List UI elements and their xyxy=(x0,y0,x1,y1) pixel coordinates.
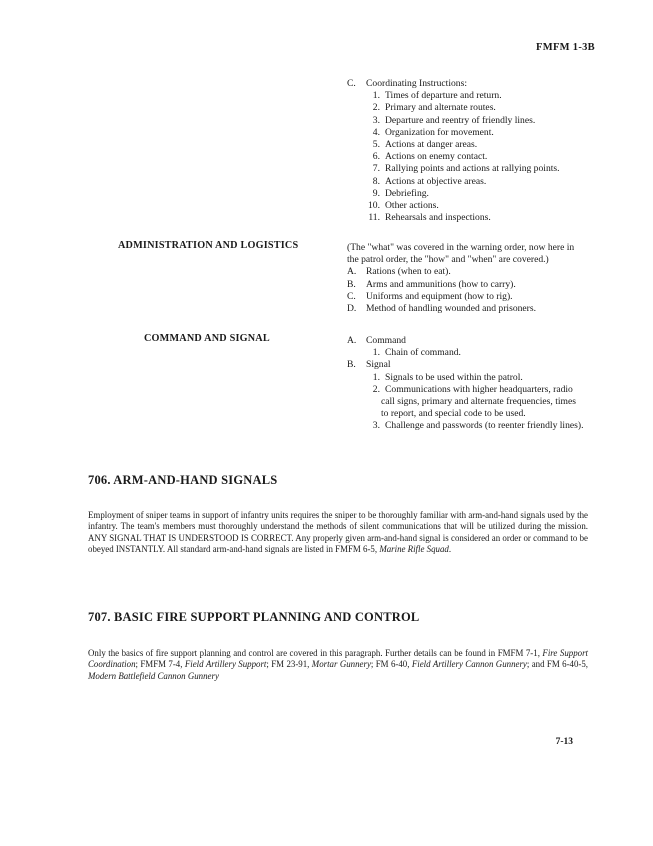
admin-list xyxy=(347,266,574,315)
coordinating-item-text: Debriefing. xyxy=(385,187,429,199)
command-a-list xyxy=(347,347,583,359)
command-a-row xyxy=(347,335,583,347)
coordinating-item xyxy=(347,212,560,224)
signal-item-number: 2. xyxy=(372,383,380,395)
coordinating-item xyxy=(347,127,560,139)
coordinating-item-number: 8. xyxy=(372,175,380,187)
admin-intro-line-2: the patrol order, the "how" and "when" are covered.) xyxy=(347,254,549,266)
coordinating-item-text: Actions on enemy contact. xyxy=(385,151,488,163)
coordinating-item xyxy=(347,90,560,102)
admin-item-text: Rations (when to eat). xyxy=(366,266,451,278)
signal-item-text: Challenge and passwords (to reenter friendly lines). xyxy=(385,420,584,432)
section-707-text-4: ; FM 6-40, xyxy=(370,659,412,670)
coordinating-item xyxy=(347,163,560,175)
coordinating-item-text: Departure and reentry of friendly lines. xyxy=(385,114,536,126)
coordinating-item-number: 10. xyxy=(368,200,380,212)
signal-item-text: Communications with higher headquarters, radio xyxy=(385,383,573,395)
section-706-heading: 706. ARM-AND-HAND SIGNALS xyxy=(88,473,278,487)
coordinating-title-row xyxy=(347,78,560,90)
admin-item-letter: B. xyxy=(347,278,356,290)
coordinating-item-number: 9. xyxy=(372,187,380,199)
signal-item xyxy=(347,372,583,384)
coordinating-item-number: 4. xyxy=(372,126,380,138)
signal-item-text: Signals to be used within the patrol. xyxy=(385,371,523,383)
signal-item-number: 3. xyxy=(372,420,380,432)
signal-item-continuation: to report, and special code to be used. xyxy=(381,408,526,420)
admin-heading: ADMINISTRATION AND LOGISTICS xyxy=(118,240,299,251)
coordinating-item-number: 1. xyxy=(372,90,380,102)
signal-item-number: 1. xyxy=(372,371,380,383)
section-707-paragraph xyxy=(88,648,588,682)
coordinating-item-number: 7. xyxy=(372,163,380,175)
coordinating-item-number: 5. xyxy=(372,139,380,151)
signal-item xyxy=(347,384,583,396)
command-block xyxy=(347,335,583,433)
signal-item-continuation: call signs, primary and alternate frequencies, times xyxy=(381,396,576,408)
command-a-title: Command xyxy=(366,335,406,346)
command-a-letter: A. xyxy=(347,335,357,346)
command-item-text: Chain of command. xyxy=(385,347,461,359)
admin-intro-line-1: (The "what" was covered in the warning order, now here in xyxy=(347,242,575,253)
section-706-paragraph xyxy=(88,510,588,555)
coordinating-item-number: 2. xyxy=(372,102,380,114)
section-707-heading: 707. BASIC FIRE SUPPORT PLANNING AND CONTROL xyxy=(88,610,420,624)
coordinating-item-text: Organization for movement. xyxy=(385,126,494,138)
coordinating-instructions xyxy=(347,78,560,224)
section-707-text-3: ; FM 23-91, xyxy=(266,659,312,670)
section-707-ref-1: Fire Support Coordination xyxy=(88,648,588,670)
coordinating-item xyxy=(347,188,560,200)
coordinating-item xyxy=(347,176,560,188)
admin-item-text: Arms and ammunitions (how to carry). xyxy=(366,278,516,290)
coordinating-item xyxy=(347,115,560,127)
admin-item xyxy=(347,279,574,291)
coordinating-letter: C. xyxy=(347,78,356,89)
coordinating-item-text: Other actions. xyxy=(385,200,439,212)
signal-item xyxy=(347,420,583,432)
coordinating-item-text: Rallying points and actions at rallying points. xyxy=(385,163,560,175)
admin-item-letter: C. xyxy=(347,290,356,302)
section-707-ref-4: Field Artillery Cannon Gunnery xyxy=(411,659,527,670)
coordinating-item xyxy=(347,139,560,151)
section-707-ref-3: Mortar Gunnery xyxy=(311,659,371,670)
command-b-letter: B. xyxy=(347,359,356,371)
coordinating-item-text: Times of departure and return. xyxy=(385,90,502,102)
coordinating-item xyxy=(347,151,560,163)
section-707-text-5: ; and FM 6-40-5, xyxy=(526,659,589,670)
section-707-text-1: Only the basics of fire support planning and control are covered in this paragraph. Further details can be found in FMFM 7-1, xyxy=(88,648,543,658)
command-item xyxy=(347,347,583,359)
admin-item-letter: A. xyxy=(347,266,357,278)
page-number: 7-13 xyxy=(555,737,573,747)
admin-item xyxy=(347,291,574,303)
coordinating-item xyxy=(347,102,560,114)
section-706-reference: Marine Rifle Squad xyxy=(379,543,449,554)
admin-item xyxy=(347,266,574,278)
coordinating-item-text: Rehearsals and inspections. xyxy=(385,212,491,224)
coordinating-item-number: 11. xyxy=(368,212,380,224)
section-707-ref-5: Modern Battlefield Cannon Gunnery xyxy=(88,670,219,681)
coordinating-item-number: 6. xyxy=(372,151,380,163)
command-b-list xyxy=(347,372,583,433)
admin-item xyxy=(347,303,574,315)
command-b-title: Signal xyxy=(366,359,391,371)
admin-item-text: Method of handling wounded and prisoners. xyxy=(366,303,536,315)
admin-block xyxy=(347,242,574,315)
coordinating-list xyxy=(347,90,560,224)
command-b-row xyxy=(347,359,583,371)
admin-item-letter: D. xyxy=(347,303,357,315)
coordinating-item-text: Primary and alternate routes. xyxy=(385,102,496,114)
coordinating-item-number: 3. xyxy=(372,114,380,126)
section-707-ref-2: Field Artillery Support xyxy=(184,659,267,670)
command-heading: COMMAND AND SIGNAL xyxy=(144,333,270,344)
coordinating-item xyxy=(347,200,560,212)
section-707-text-2: ; FMFM 7-4, xyxy=(135,659,185,670)
coordinating-title: Coordinating Instructions: xyxy=(366,78,467,89)
coordinating-item-text: Actions at objective areas. xyxy=(385,175,487,187)
command-item-number: 1. xyxy=(372,347,380,359)
document-code: FMFM 1-3B xyxy=(536,42,595,53)
admin-item-text: Uniforms and equipment (how to rig). xyxy=(366,290,513,302)
section-706-end: . xyxy=(448,543,452,554)
coordinating-item-text: Actions at danger areas. xyxy=(385,139,478,151)
section-706-body: Employment of sniper teams in support of infantry units requires the sniper to be thoroughly familiar with arm-and-hand signals used by the infantry. The team's members must thoroughly understand the methods of silent communications that will be utilized during the mission. ANY SIGNAL THAT IS UNDERSTOOD IS CORRECT. Any properly given arm-and-hand signal is considered an order or command to be obeyed INSTANTLY. All standard arm-and-hand signals are listed in FMFM 6-5, xyxy=(88,510,588,554)
